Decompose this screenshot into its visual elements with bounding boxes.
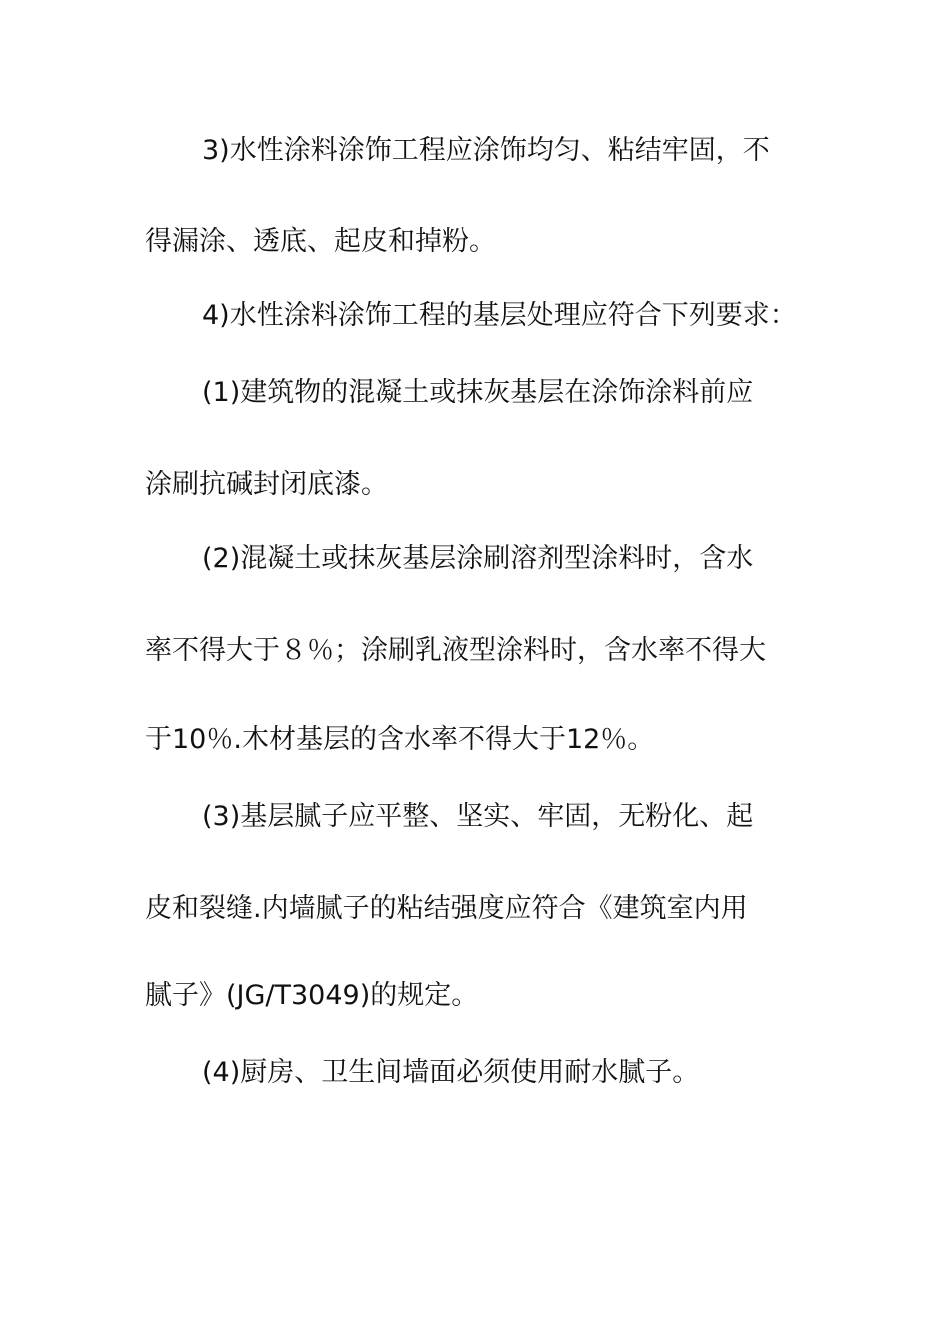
item-3-line-1: (3)基层腻子应平整、坚实、牢固，无粉化、起	[202, 801, 754, 832]
item-1-line-2: 涂刷抗碱封闭底漆。	[145, 469, 388, 500]
paragraph-3-line-2: 得漏涂、透底、起皮和掉粉。	[145, 226, 496, 257]
item-1-line-1: (1)建筑物的混凝土或抹灰基层在涂饰涂料前应	[202, 377, 754, 408]
item-3-line-3: 腻子》(JG/T3049)的规定。	[145, 980, 479, 1011]
item-2-line-1: (2)混凝土或抹灰基层涂刷溶剂型涂料时，含水	[202, 543, 754, 574]
paragraph-3-line-1: 3)水性涂料涂饰工程应涂饰均匀、粘结牢固，不	[202, 135, 770, 166]
item-3-line-2: 皮和裂缝.内墙腻子的粘结强度应符合《建筑室内用	[145, 893, 748, 924]
item-2-line-2: 率不得大于８％；涂刷乳液型涂料时，含水率不得大	[145, 635, 766, 666]
paragraph-4-line-1: 4)水性涂料涂饰工程的基层处理应符合下列要求：	[202, 300, 797, 331]
item-2-line-3: 于10％.木材基层的含水率不得大于12％。	[145, 724, 655, 755]
item-4-line-1: (4)厨房、卫生间墙面必须使用耐水腻子。	[202, 1057, 700, 1088]
